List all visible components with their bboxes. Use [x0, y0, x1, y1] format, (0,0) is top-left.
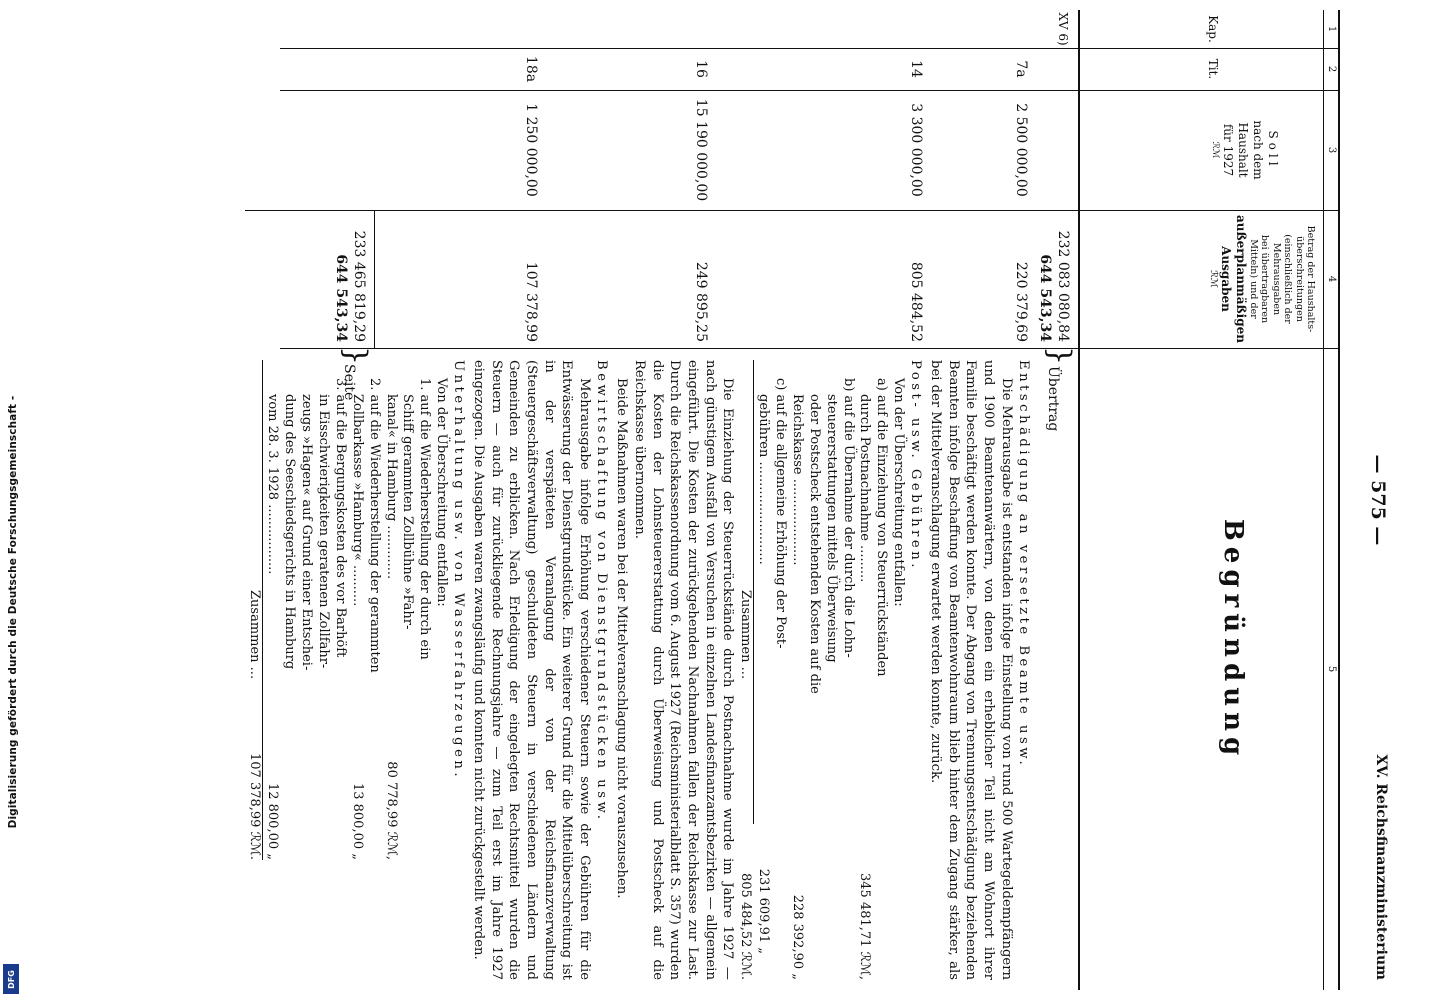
- carry-label: Übertrag: [1045, 366, 1061, 432]
- s2-c-amount: 231 609,91 „: [756, 868, 772, 954]
- head-amount: Betrag der Haushalts- überschreitungen (einschließlich der Mehrausgaben bei übertragbaren Mitteln) und der außerplanmäßigen Ausgaben ℛℳ: [1207, 215, 1316, 343]
- r3-amount: 249 895,25: [693, 261, 709, 342]
- col4-divider: [280, 348, 1340, 349]
- colnum-5: 5: [1326, 665, 1337, 673]
- s2-total-line: Zusammen ... 805 484,52 ℛℳ.: [738, 590, 754, 980]
- head-soll: Soll nach dem Haushalt für 1927 ℛℳ: [1210, 120, 1280, 180]
- s3-heading: Bewirtschaftung von Dienstgrundstücken usw.: [594, 360, 610, 823]
- s4-heading: Unterhaltung usw. von Wasserfahrzeugen.: [451, 360, 467, 781]
- s2-b-line3: oder Postscheck entstehenden Kosten auf die: [806, 394, 822, 694]
- side-total: 233 465 819,29: [351, 230, 367, 342]
- side-label: Seite: [341, 364, 357, 401]
- carry-amount: 232 083 080,84: [1055, 230, 1071, 342]
- s2-end: Beide Maßnahmen waren bei der Mittelveranschlagung nicht vorauszusehen.: [614, 378, 630, 899]
- s4-3-line4: dung des Seeschiedsgerichts in Hamburg: [282, 394, 298, 670]
- s4-2-amount: 13 800,00 „: [349, 782, 365, 860]
- s2-a-line1: a) auf die Einziehung von Steuerrückständen: [874, 378, 890, 677]
- col3-divider: [280, 210, 1340, 211]
- r1-soll: 2 500 000,00: [1013, 103, 1029, 197]
- s2-total: 805 484,52 ℛℳ.: [738, 873, 754, 980]
- s2-intro: Von der Überschreitung entfallen:: [890, 378, 906, 607]
- colnum-1: 1: [1326, 25, 1337, 33]
- s4-3-line1: 3. auf die Bergungskosten des vor Barhöft: [332, 378, 348, 658]
- s4-3-line2: in Eisschwierigkeiten geratenen Zollfahr-: [316, 394, 332, 669]
- r3-tit: 16: [693, 60, 709, 78]
- r2-tit: 14: [908, 60, 924, 78]
- scanned-page: [80, 10, 1400, 990]
- head-tit: Tit.: [1206, 58, 1220, 80]
- s4-intro: Von der Überschreitung entfallen:: [433, 378, 449, 607]
- begruendung-body: [246, 360, 1032, 980]
- colnum-4: 4: [1326, 275, 1337, 283]
- r4-soll: 1 250 000,00: [523, 103, 539, 197]
- s4-total: 107 378,99 ℛℳ.: [247, 753, 263, 860]
- dfg-logo: DFG: [3, 964, 19, 994]
- s2-b-amount: 228 392,90 „: [789, 894, 805, 980]
- digitisation-sidebar: [2, 0, 24, 1000]
- s4-3-line3: zeugs »Hagen« auf Grund einer Entschei-: [299, 394, 315, 671]
- colnum-2: 2: [1326, 65, 1337, 73]
- s4-1-amount: 80 778,99 ℛℳ,: [383, 761, 399, 860]
- s2-a-line2: durch Postnachnahme ......... 345 481,71 ℛℳ,: [857, 394, 873, 980]
- r2-amount: 805 484,52: [908, 261, 924, 342]
- table-top-rule: [1338, 10, 1340, 990]
- s2-b-line4: Reichskasse ..................... 228 392,90 „: [789, 394, 805, 980]
- side-brace: }: [338, 346, 373, 366]
- s2-c-line1: c) auf die allgemeine Erhöhung der Post-: [772, 378, 788, 649]
- r2-soll: 3 300 000,00: [908, 103, 924, 197]
- r3-soll: 15 190 000,00: [693, 98, 709, 202]
- head-begruendung: Begründung: [1218, 518, 1248, 762]
- digitisation-note: Digitalisierung gefördert durch die Deutsche Forschungsgemeinschaft -: [7, 395, 19, 829]
- head-kap: Kap.: [1206, 15, 1220, 43]
- r4-tit: 18a: [523, 55, 539, 83]
- s4-2-line1: 2. auf die Wiederherstellung der gerammten: [366, 378, 382, 673]
- kap-value: XV 6): [1056, 12, 1070, 46]
- r1-amount: 220 379,69: [1013, 261, 1029, 342]
- col2-divider: [280, 90, 1340, 91]
- page-number: — 575 —: [1367, 454, 1389, 546]
- s1-heading: Entschädigung an versetzte Beamte usw.: [1016, 360, 1031, 769]
- running-title: XV. Reichsfinanzministerium: [1373, 754, 1389, 980]
- s4-1-line1: 1. auf die Wiederherstellung der durch ein: [417, 378, 433, 660]
- carry-amount-bold: 644 543,34: [1037, 254, 1053, 342]
- s2-body: Die Einziehung der Steuerrückstände durch Postnachnahme wurde im Jahre 1927 — nach günstigem Ausfall von Versuchen in einzelnen Landesfinanzamtsbezirken — allgemein eingeführt. Die Kosten der zurückgehenden Nachnahmen fallen der Reichskasse zur Last. Durch die Reichskassenordnung vom 6. August 1927 (Reichsministerialblatt S. 357) wurden die Kosten der Lohnsteuererstattung durch Überweisung und Postscheck auf die Reichskasse übernommen.: [631, 360, 736, 980]
- s4-total-line: Zusammen ... 107 378,99 ℛℳ.: [247, 590, 263, 860]
- s4-3-amount: 12 800,00 „: [265, 782, 281, 860]
- carry-brace: }: [1042, 346, 1077, 366]
- col1-divider: [280, 48, 1340, 49]
- header-bottom-rule: [1078, 10, 1080, 990]
- side-total-rule: [374, 210, 375, 348]
- s1-body: Die Mehrausgabe ist entstanden infolge Einstellung von rund 500 Wartegeldempfängern und 1900 Beamtenanwärtern, von denen ein erheblicher Teil nicht am Wohnort ihrer Familie beschäftigt werden konnte. Der Abgang von Trennungsentschädigung beziehenden Beamten infolge Beschaffung von Beamtenwohnraum blieb hinter dem Zugang stärker, als bei der Mittelveranschlagung erwartet werden konnte, zurück.: [927, 360, 1014, 980]
- r1-tit: 7a: [1013, 60, 1029, 78]
- s2-b-line2: steuererstattungen mittels Überweisung: [823, 394, 839, 663]
- colnum-3: 3: [1326, 146, 1337, 154]
- s2-a-amount: 345 481,71 ℛℳ,: [857, 873, 873, 980]
- r4-amount: 107 378,99: [523, 261, 539, 342]
- s4-1-line3: kanal« in Hamburg ............. 80 778,99 ℛℳ,: [383, 394, 399, 860]
- s2-b-line1: b) auf die Übernahme der durch die Lohn-: [840, 378, 856, 658]
- s4-1-line2: Schiff gerammten Zollbühne »Fahr-: [400, 394, 416, 630]
- s2-c-line2: gebühren ......................... 231 609,91 „: [753, 360, 771, 824]
- s4-3-line5: vom 28. 3. 1928 ................. 12 800,00 „: [262, 360, 280, 860]
- s2-heading: Post- usw. Gebühren.: [908, 360, 924, 571]
- s4-2-line2: Zollbarkasse »Hamburg« .......... 13 800,00 „: [349, 394, 365, 860]
- s3-body: Mehrausgabe infolge Erhöhung verschiedener Steuern sowie der Gebühren für die Entwässerung der Dienstgrundstücke. Ein weiterer Grund für die Mittelüberschreitung ist in der verspäteten Veranlagung der von der Reichsfinanzverwaltung (Steuergeschäftsverwaltung) geschuldeten Steuern in verschiedenen Ländern und Gemeinden zu erblicken. Nach Erledigung der eingelegten Rechtsmittel wurden die Steuern — auch für zurückliegende Rechnungsjahre — zum Teil erst im Jahre 1927 eingezogen. Die Ausgaben waren zwangsläufig und konnten nicht zurückgestellt werden.: [470, 360, 593, 980]
- side-total-bold: 644 543,34: [333, 254, 349, 342]
